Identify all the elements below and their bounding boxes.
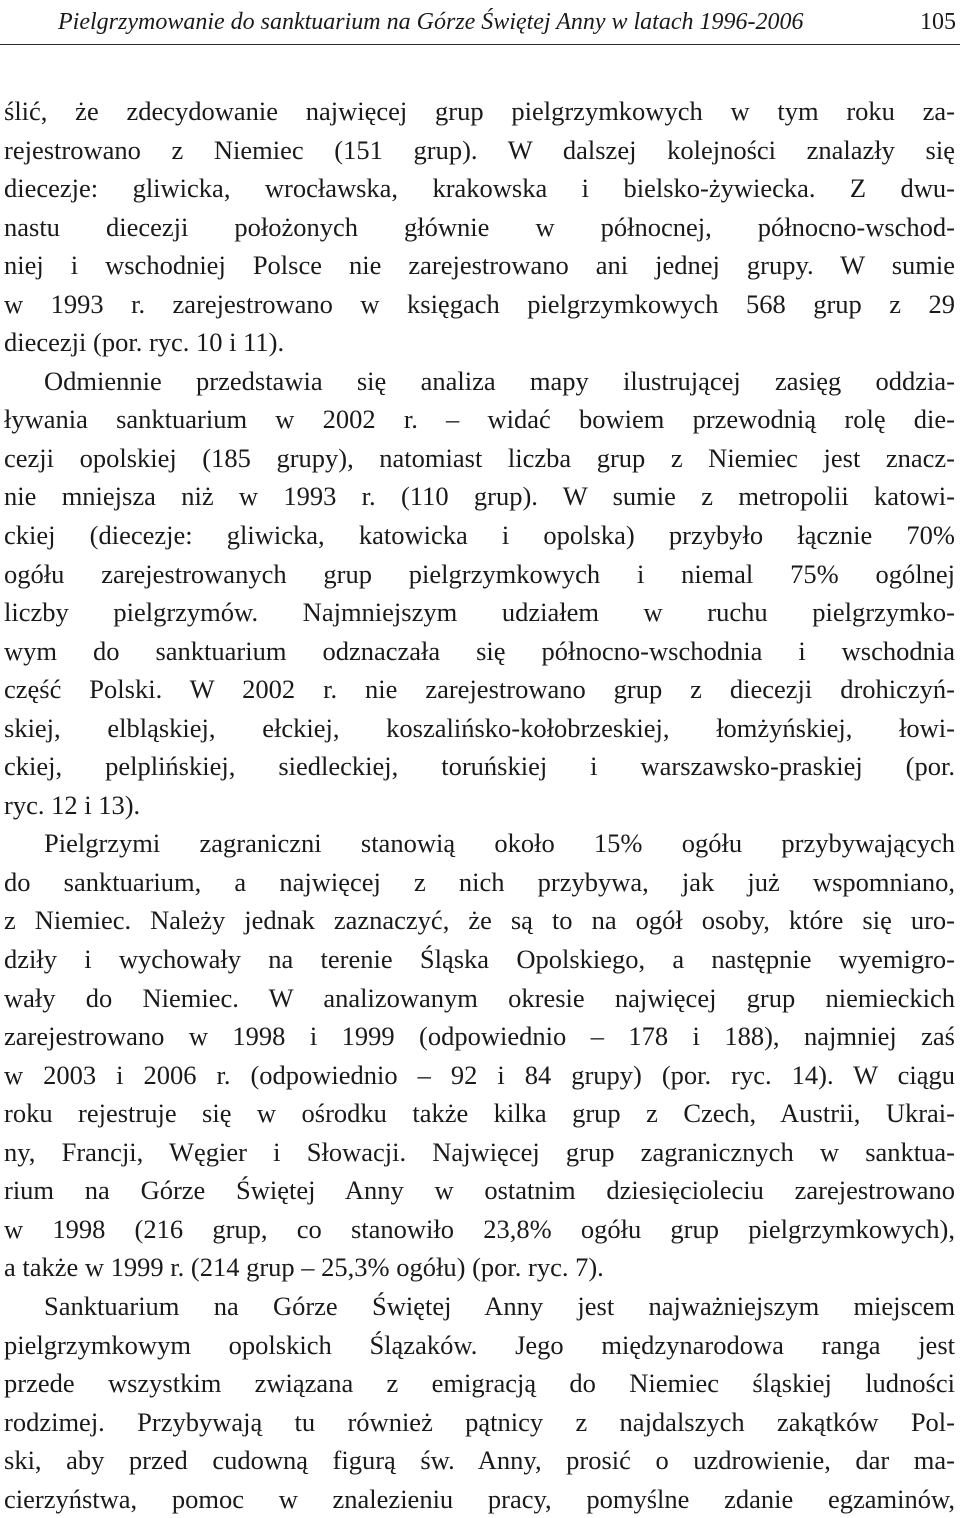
text-line: zarejestrowano w 1998 i 1999 (odpowiednio – 178 i 188), najmniej zaś — [4, 1021, 955, 1052]
text-line: nastu diecezji położonych głównie w północnej, północno-wschod- — [4, 211, 955, 242]
text-line: rium na Górze Świętej Anny w ostatnim dziesięcioleciu zarejestrowano — [4, 1175, 955, 1206]
text-line: w 1998 (216 grup, co stanowiło 23,8% ogółu grup pielgrzymkowych), — [4, 1213, 955, 1244]
header-rule — [0, 44, 960, 45]
text-line: Pielgrzymi zagraniczni stanowią około 15% ogółu przybywających — [44, 828, 955, 859]
text-line: cezji opolskiej (185 grupy), natomiast liczba grup z Niemiec jest znacz- — [4, 442, 955, 473]
paragraph — [4, 1287, 955, 1518]
text-line: diecezji (por. ryc. 10 i 11). — [4, 327, 285, 358]
body-text — [0, 92, 960, 1518]
text-line: niej i wschodniej Polsce nie zarejestrowano ani jednej grupy. W sumie — [4, 250, 955, 281]
text-line: liczby pielgrzymów. Najmniejszym udziałem w ruchu pielgrzymko- — [4, 597, 955, 628]
text-line: nie mniejsza niż w 1993 r. (110 grup). W sumie z metropolii katowi- — [4, 481, 955, 512]
text-line: a także w 1999 r. (214 grup – 25,3% ogółu) (por. ryc. 7). — [4, 1252, 604, 1283]
text-line: w 1993 r. zarejestrowano w księgach pielgrzymkowych 568 grup z 29 — [4, 288, 955, 319]
text-line: ckiej, pelplińskiej, siedleckiej, toruńskiej i warszawsko-praskiej (por. — [4, 751, 955, 782]
running-header — [0, 0, 960, 44]
running-title: Pielgrzymowanie do sanktuarium na Górze Świętej Anny w latach 1996-2006 — [58, 9, 804, 35]
text-line: skiej, elbląskiej, ełckiej, koszalińsko-kołobrzeskiej, łomżyńskiej, łowi- — [4, 712, 955, 743]
page-number: 105 — [920, 9, 956, 35]
text-line: ny, Francji, Węgier i Słowacji. Najwięcej grup zagranicznych w sanktua- — [4, 1136, 955, 1167]
text-line: ryc. 12 i 13). — [4, 789, 141, 820]
text-line: z Niemiec. Należy jednak zaznaczyć, że są to na ogół osoby, które się uro- — [4, 905, 955, 936]
text-line: do sanktuarium, a najwięcej z nich przybywa, jak już wspomniano, — [4, 866, 955, 897]
text-line: przede wszystkim związana z emigracją do Niemiec śląskiej ludności — [4, 1368, 955, 1399]
text-line: ski, aby przed cudowną figurą św. Anny, prosić o uzdrowienie, dar ma- — [4, 1445, 955, 1476]
text-line: diecezje: gliwicka, wrocławska, krakowska i bielsko-żywiecka. Z dwu- — [4, 173, 955, 204]
text-line: Sanktuarium na Górze Świętej Anny jest najważniejszym miejscem — [44, 1290, 955, 1321]
text-line: część Polski. W 2002 r. nie zarejestrowano grup z diecezji drohiczyń- — [4, 674, 955, 705]
text-line: rejestrowano z Niemiec (151 grup). W dalszej kolejności znalazły się — [4, 134, 955, 165]
text-line: ckiej (diecezje: gliwicka, katowicka i opolska) przybyło łącznie 70% — [4, 520, 955, 551]
paragraph — [4, 824, 955, 1287]
text-line: cierzyństwa, pomoc w znalezieniu pracy, pomyślne zdanie egzaminów, — [4, 1483, 955, 1514]
paragraph — [4, 362, 955, 825]
text-line: ślić, że zdecydowanie najwięcej grup pielgrzymkowych w tym roku za- — [4, 96, 955, 126]
text-line: ływania sanktuarium w 2002 r. – widać bowiem przewodnią rolę die- — [4, 404, 955, 435]
text-line: pielgrzymkowym opolskich Ślązaków. Jego międzynarodowa ranga jest — [4, 1329, 955, 1360]
text-line: rodzimej. Przybywają tu również pątnicy z najdalszych zakątków Pol- — [4, 1406, 955, 1437]
text-line: Odmiennie przedstawia się analiza mapy ilustrującej zasięg oddzia- — [44, 365, 955, 396]
text-line: roku rejestruje się w ośrodku także kilka grup z Czech, Austrii, Ukrai- — [4, 1098, 955, 1129]
text-line: w 2003 i 2006 r. (odpowiednio – 92 i 84 grupy) (por. ryc. 14). W ciągu — [4, 1059, 955, 1090]
text-line: dziły i wychowały na terenie Śląska Opolskiego, a następnie wyemigro- — [4, 944, 955, 975]
text-line: ogółu zarejestrowanych grup pielgrzymkowych i niemal 75% ogólnej — [4, 558, 955, 589]
paragraph — [4, 92, 955, 362]
text-line: wym do sanktuarium odznaczała się północno-wschodnia i wschodnia — [4, 635, 955, 666]
text-line: wały do Niemiec. W analizowanym okresie najwięcej grup niemieckich — [4, 982, 955, 1013]
